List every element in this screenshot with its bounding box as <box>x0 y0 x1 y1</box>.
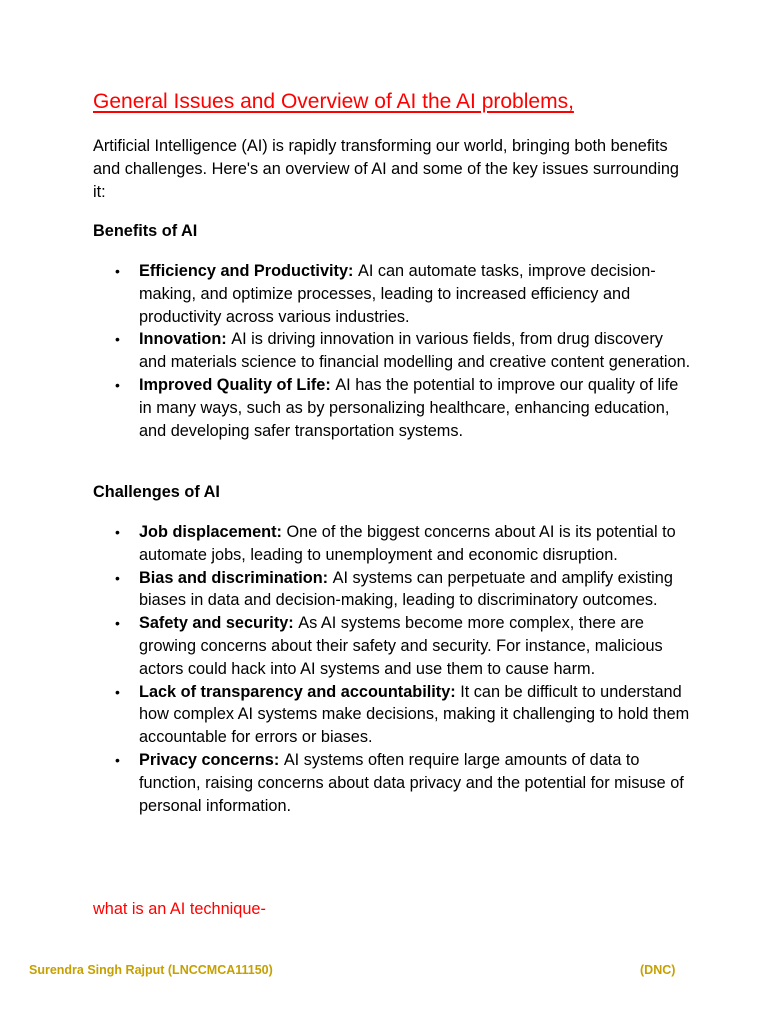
document-title: General Issues and Overview of AI the AI problems, <box>93 90 574 113</box>
item-term: Bias and discrimination: <box>139 568 333 587</box>
item-term: Lack of transparency and accountability: <box>139 682 461 701</box>
item-term: Safety and security: <box>139 614 299 633</box>
challenges-heading: Challenges of AI <box>93 483 220 501</box>
bullet-icon: • <box>115 615 120 632</box>
bullet-icon: • <box>115 376 120 393</box>
item-term: Innovation: <box>139 330 232 349</box>
list-item <box>93 567 693 613</box>
intro-paragraph: Artificial Intelligence (AI) is rapidly transforming our world, bringing both benefits and challenges. Here's an overview of AI and some of the key issues surrounding it: <box>93 137 679 201</box>
footer-author: Surendra Singh Rajput (LNCCMCA11150) <box>29 963 273 977</box>
footer-tag: (DNC) <box>640 963 676 977</box>
bullet-icon: • <box>115 751 120 768</box>
item-text: AI can automate tasks, improve decision-making, and optimize processes, leading to increased efficiency and productivity across various industries. <box>139 262 656 326</box>
list-item <box>93 521 693 567</box>
bullet-icon: • <box>115 683 120 700</box>
item-text: AI systems can perpetuate and amplify existing biases in data and decision-making, leading to discriminatory outcomes. <box>139 568 673 610</box>
bullet-icon: • <box>115 569 120 586</box>
challenges-list <box>93 521 693 817</box>
list-item <box>93 374 693 442</box>
list-item <box>93 612 693 680</box>
closing-line: what is an AI technique- <box>93 900 266 918</box>
list-item <box>93 749 693 817</box>
item-text: It can be difficult to understand how complex AI systems make decisions, making it challenging to hold them accountable for errors or biases. <box>139 682 690 747</box>
bullet-icon: • <box>115 524 120 540</box>
item-text: AI systems often require large amounts of data to function, raising concerns about data privacy and the potential for misuse of personal information. <box>139 750 684 815</box>
item-term: Privacy concerns: <box>139 750 284 769</box>
list-item <box>93 328 693 374</box>
item-text: One of the biggest concerns about AI is its potential to automate jobs, leading to unemployment and economic disruption. <box>139 523 676 564</box>
list-item <box>93 260 693 328</box>
item-text: AI has the potential to improve our quality of life in many ways, such as by personalizing healthcare, enhancing education, and developing safer transportation systems. <box>139 375 679 440</box>
item-term: Job displacement: <box>139 523 287 541</box>
benefits-heading: Benefits of AI <box>93 222 198 240</box>
item-term: Improved Quality of Life: <box>139 375 336 394</box>
item-text: As AI systems become more complex, there are growing concerns about their safety and security. For instance, malicious actors could hack into AI systems and use them to cause harm. <box>139 614 663 678</box>
bullet-icon: • <box>115 331 120 348</box>
bullet-icon: • <box>115 263 120 279</box>
item-term: Efficiency and Productivity: <box>139 262 358 280</box>
item-text: AI is driving innovation in various fields, from drug discovery and materials science to financial modelling and creative content generation. <box>139 330 691 372</box>
list-item <box>93 681 693 749</box>
benefits-list <box>93 260 693 442</box>
